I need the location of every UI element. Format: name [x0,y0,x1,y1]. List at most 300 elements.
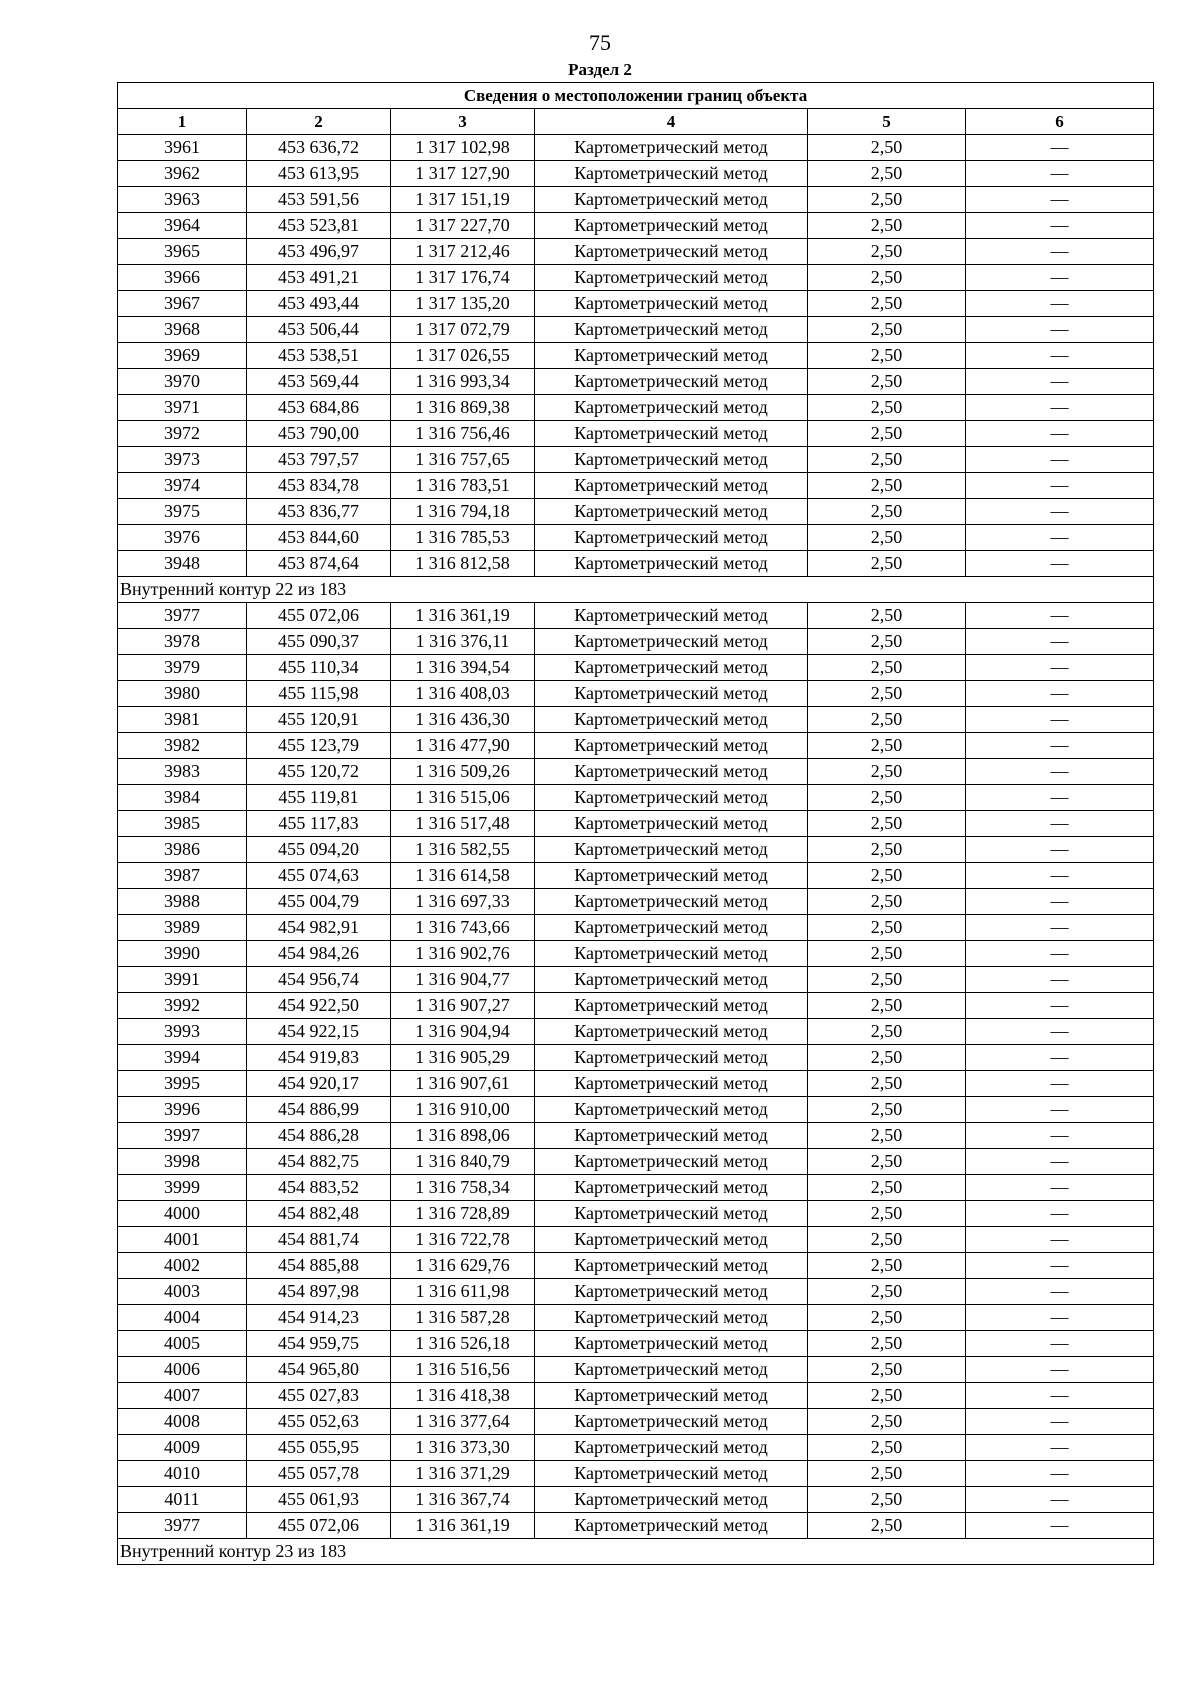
accuracy-cell: 2,50 [808,863,966,889]
point-number-cell: 4007 [118,1383,247,1409]
x-coordinate-cell: 455 090,37 [247,629,391,655]
x-coordinate-cell: 454 919,83 [247,1045,391,1071]
table-row [118,811,1154,837]
accuracy-cell: 2,50 [808,707,966,733]
description-cell: — [966,707,1154,733]
x-coordinate-cell: 455 052,63 [247,1409,391,1435]
x-coordinate-cell: 455 072,06 [247,603,391,629]
description-cell: — [966,1305,1154,1331]
accuracy-cell: 2,50 [808,291,966,317]
y-coordinate-cell: 1 316 783,51 [391,473,535,499]
x-coordinate-cell: 454 882,75 [247,1149,391,1175]
accuracy-cell: 2,50 [808,759,966,785]
description-cell: — [966,1513,1154,1539]
column-header: 2 [247,109,391,135]
description-cell: — [966,1357,1154,1383]
accuracy-cell: 2,50 [808,1383,966,1409]
x-coordinate-cell: 454 886,28 [247,1123,391,1149]
description-cell: — [966,681,1154,707]
contour-note-row [118,1539,1154,1565]
table-row [118,941,1154,967]
y-coordinate-cell: 1 316 869,38 [391,395,535,421]
x-coordinate-cell: 455 120,91 [247,707,391,733]
table-row [118,1097,1154,1123]
y-coordinate-cell: 1 316 812,58 [391,551,535,577]
table-row [118,1513,1154,1539]
table-row [118,707,1154,733]
table-row [118,915,1154,941]
table-row [118,161,1154,187]
x-coordinate-cell: 453 790,00 [247,421,391,447]
accuracy-cell: 2,50 [808,1435,966,1461]
description-cell: — [966,837,1154,863]
accuracy-cell: 2,50 [808,1071,966,1097]
method-cell: Картометрический метод [535,1357,808,1383]
method-cell: Картометрический метод [535,1279,808,1305]
x-coordinate-cell: 453 591,56 [247,187,391,213]
y-coordinate-cell: 1 316 516,56 [391,1357,535,1383]
method-cell: Картометрический метод [535,1071,808,1097]
table-body [118,135,1154,1565]
method-cell: Картометрический метод [535,317,808,343]
y-coordinate-cell: 1 316 587,28 [391,1305,535,1331]
accuracy-cell: 2,50 [808,1357,966,1383]
method-cell: Картометрический метод [535,447,808,473]
method-cell: Картометрический метод [535,239,808,265]
table-row [118,1435,1154,1461]
y-coordinate-cell: 1 316 697,33 [391,889,535,915]
y-coordinate-cell: 1 316 361,19 [391,1513,535,1539]
y-coordinate-cell: 1 316 794,18 [391,499,535,525]
y-coordinate-cell: 1 316 377,64 [391,1409,535,1435]
x-coordinate-cell: 453 491,21 [247,265,391,291]
y-coordinate-cell: 1 316 614,58 [391,863,535,889]
table-caption-row [118,83,1154,109]
y-coordinate-cell: 1 316 907,27 [391,993,535,1019]
description-cell: — [966,811,1154,837]
point-number-cell: 3991 [118,967,247,993]
x-coordinate-cell: 454 984,26 [247,941,391,967]
y-coordinate-cell: 1 316 517,48 [391,811,535,837]
accuracy-cell: 2,50 [808,187,966,213]
point-number-cell: 3948 [118,551,247,577]
point-number-cell: 3963 [118,187,247,213]
description-cell: — [966,1175,1154,1201]
method-cell: Картометрический метод [535,1409,808,1435]
description-cell: — [966,1253,1154,1279]
y-coordinate-cell: 1 316 840,79 [391,1149,535,1175]
x-coordinate-cell: 455 119,81 [247,785,391,811]
table-row [118,1331,1154,1357]
point-number-cell: 3970 [118,369,247,395]
accuracy-cell: 2,50 [808,733,966,759]
table-caption: Сведения о местоположении границ объекта [118,83,1154,109]
description-cell: — [966,733,1154,759]
x-coordinate-cell: 454 914,23 [247,1305,391,1331]
accuracy-cell: 2,50 [808,603,966,629]
accuracy-cell: 2,50 [808,967,966,993]
accuracy-cell: 2,50 [808,811,966,837]
description-cell: — [966,993,1154,1019]
x-coordinate-cell: 455 120,72 [247,759,391,785]
accuracy-cell: 2,50 [808,1279,966,1305]
table-row [118,889,1154,915]
description-cell: — [966,759,1154,785]
x-coordinate-cell: 453 684,86 [247,395,391,421]
accuracy-cell: 2,50 [808,239,966,265]
point-number-cell: 3999 [118,1175,247,1201]
method-cell: Картометрический метод [535,343,808,369]
accuracy-cell: 2,50 [808,1097,966,1123]
x-coordinate-cell: 455 057,78 [247,1461,391,1487]
accuracy-cell: 2,50 [808,1513,966,1539]
column-header: 4 [535,109,808,135]
x-coordinate-cell: 454 922,15 [247,1019,391,1045]
method-cell: Картометрический метод [535,1175,808,1201]
y-coordinate-cell: 1 316 757,65 [391,447,535,473]
accuracy-cell: 2,50 [808,161,966,187]
description-cell: — [966,1383,1154,1409]
description-cell: — [966,785,1154,811]
method-cell: Картометрический метод [535,1383,808,1409]
point-number-cell: 4009 [118,1435,247,1461]
x-coordinate-cell: 453 523,81 [247,213,391,239]
description-cell: — [966,889,1154,915]
point-number-cell: 4000 [118,1201,247,1227]
accuracy-cell: 2,50 [808,889,966,915]
x-coordinate-cell: 453 493,44 [247,291,391,317]
method-cell: Картометрический метод [535,707,808,733]
description-cell: — [966,525,1154,551]
description-cell: — [966,317,1154,343]
method-cell: Картометрический метод [535,967,808,993]
method-cell: Картометрический метод [535,1019,808,1045]
method-cell: Картометрический метод [535,161,808,187]
description-cell: — [966,239,1154,265]
point-number-cell: 3968 [118,317,247,343]
y-coordinate-cell: 1 316 376,11 [391,629,535,655]
y-coordinate-cell: 1 316 418,38 [391,1383,535,1409]
point-number-cell: 3996 [118,1097,247,1123]
description-cell: — [966,1097,1154,1123]
method-cell: Картометрический метод [535,473,808,499]
x-coordinate-cell: 455 094,20 [247,837,391,863]
point-number-cell: 3992 [118,993,247,1019]
table-row [118,863,1154,889]
point-number-cell: 4003 [118,1279,247,1305]
method-cell: Картометрический метод [535,785,808,811]
column-header: 3 [391,109,535,135]
table-row [118,1045,1154,1071]
point-number-cell: 3986 [118,837,247,863]
x-coordinate-cell: 455 027,83 [247,1383,391,1409]
x-coordinate-cell: 453 834,78 [247,473,391,499]
y-coordinate-cell: 1 316 907,61 [391,1071,535,1097]
description-cell: — [966,473,1154,499]
accuracy-cell: 2,50 [808,551,966,577]
point-number-cell: 3997 [118,1123,247,1149]
accuracy-cell: 2,50 [808,915,966,941]
x-coordinate-cell: 455 074,63 [247,863,391,889]
method-cell: Картометрический метод [535,1305,808,1331]
method-cell: Картометрический метод [535,1097,808,1123]
accuracy-cell: 2,50 [808,837,966,863]
method-cell: Картометрический метод [535,1513,808,1539]
description-cell: — [966,265,1154,291]
x-coordinate-cell: 453 538,51 [247,343,391,369]
point-number-cell: 3973 [118,447,247,473]
y-coordinate-cell: 1 316 743,66 [391,915,535,941]
y-coordinate-cell: 1 316 371,29 [391,1461,535,1487]
accuracy-cell: 2,50 [808,1305,966,1331]
accuracy-cell: 2,50 [808,369,966,395]
description-cell: — [966,629,1154,655]
y-coordinate-cell: 1 317 176,74 [391,265,535,291]
accuracy-cell: 2,50 [808,1253,966,1279]
point-number-cell: 3988 [118,889,247,915]
x-coordinate-cell: 454 920,17 [247,1071,391,1097]
description-cell: — [966,863,1154,889]
method-cell: Картометрический метод [535,1123,808,1149]
point-number-cell: 3985 [118,811,247,837]
description-cell: — [966,1071,1154,1097]
y-coordinate-cell: 1 317 135,20 [391,291,535,317]
description-cell: — [966,1227,1154,1253]
x-coordinate-cell: 453 613,95 [247,161,391,187]
table-row [118,187,1154,213]
description-cell: — [966,1487,1154,1513]
description-cell: — [966,941,1154,967]
table-row [118,1175,1154,1201]
description-cell: — [966,551,1154,577]
table-row [118,1487,1154,1513]
point-number-cell: 3987 [118,863,247,889]
accuracy-cell: 2,50 [808,525,966,551]
point-number-cell: 3967 [118,291,247,317]
y-coordinate-cell: 1 316 904,77 [391,967,535,993]
point-number-cell: 3972 [118,421,247,447]
table-row [118,395,1154,421]
description-cell: — [966,421,1154,447]
method-cell: Картометрический метод [535,291,808,317]
table-row [118,135,1154,161]
table-row [118,1253,1154,1279]
y-coordinate-cell: 1 317 102,98 [391,135,535,161]
contour-note: Внутренний контур 22 из 183 [118,577,1154,603]
method-cell: Картометрический метод [535,1227,808,1253]
y-coordinate-cell: 1 316 526,18 [391,1331,535,1357]
accuracy-cell: 2,50 [808,473,966,499]
description-cell: — [966,343,1154,369]
description-cell: — [966,369,1154,395]
table-row [118,967,1154,993]
point-number-cell: 3977 [118,1513,247,1539]
y-coordinate-cell: 1 316 515,06 [391,785,535,811]
x-coordinate-cell: 453 836,77 [247,499,391,525]
y-coordinate-cell: 1 316 509,26 [391,759,535,785]
y-coordinate-cell: 1 316 436,30 [391,707,535,733]
accuracy-cell: 2,50 [808,1019,966,1045]
description-cell: — [966,603,1154,629]
x-coordinate-cell: 455 110,34 [247,655,391,681]
point-number-cell: 4011 [118,1487,247,1513]
column-header: 5 [808,109,966,135]
accuracy-cell: 2,50 [808,135,966,161]
x-coordinate-cell: 455 123,79 [247,733,391,759]
table-row [118,369,1154,395]
point-number-cell: 3989 [118,915,247,941]
table-row [118,1227,1154,1253]
point-number-cell: 3976 [118,525,247,551]
description-cell: — [966,1409,1154,1435]
accuracy-cell: 2,50 [808,265,966,291]
method-cell: Картометрический метод [535,369,808,395]
table-row [118,239,1154,265]
table-row [118,1305,1154,1331]
accuracy-cell: 2,50 [808,1487,966,1513]
y-coordinate-cell: 1 316 629,76 [391,1253,535,1279]
accuracy-cell: 2,50 [808,1201,966,1227]
method-cell: Картометрический метод [535,499,808,525]
method-cell: Картометрический метод [535,421,808,447]
method-cell: Картометрический метод [535,629,808,655]
y-coordinate-cell: 1 316 394,54 [391,655,535,681]
method-cell: Картометрический метод [535,1331,808,1357]
accuracy-cell: 2,50 [808,1331,966,1357]
point-number-cell: 3995 [118,1071,247,1097]
description-cell: — [966,1123,1154,1149]
y-coordinate-cell: 1 316 902,76 [391,941,535,967]
y-coordinate-cell: 1 317 026,55 [391,343,535,369]
method-cell: Картометрический метод [535,759,808,785]
x-coordinate-cell: 454 883,52 [247,1175,391,1201]
description-cell: — [966,213,1154,239]
table-header-row [118,109,1154,135]
y-coordinate-cell: 1 316 408,03 [391,681,535,707]
y-coordinate-cell: 1 316 582,55 [391,837,535,863]
x-coordinate-cell: 454 882,48 [247,1201,391,1227]
table-row [118,291,1154,317]
y-coordinate-cell: 1 316 373,30 [391,1435,535,1461]
accuracy-cell: 2,50 [808,1461,966,1487]
table-row [118,213,1154,239]
description-cell: — [966,291,1154,317]
method-cell: Картометрический метод [535,1435,808,1461]
table-row [118,785,1154,811]
point-number-cell: 3981 [118,707,247,733]
point-number-cell: 3965 [118,239,247,265]
point-number-cell: 3979 [118,655,247,681]
accuracy-cell: 2,50 [808,681,966,707]
x-coordinate-cell: 454 982,91 [247,915,391,941]
y-coordinate-cell: 1 316 758,34 [391,1175,535,1201]
accuracy-cell: 2,50 [808,1175,966,1201]
x-coordinate-cell: 453 496,97 [247,239,391,265]
point-number-cell: 3964 [118,213,247,239]
accuracy-cell: 2,50 [808,1123,966,1149]
point-number-cell: 3977 [118,603,247,629]
point-number-cell: 3978 [118,629,247,655]
table-row [118,317,1154,343]
table-row [118,1149,1154,1175]
point-number-cell: 3994 [118,1045,247,1071]
table-row [118,1357,1154,1383]
accuracy-cell: 2,50 [808,1045,966,1071]
y-coordinate-cell: 1 316 785,53 [391,525,535,551]
point-number-cell: 3974 [118,473,247,499]
y-coordinate-cell: 1 316 756,46 [391,421,535,447]
description-cell: — [966,1461,1154,1487]
point-number-cell: 3962 [118,161,247,187]
method-cell: Картометрический метод [535,1253,808,1279]
y-coordinate-cell: 1 316 910,00 [391,1097,535,1123]
y-coordinate-cell: 1 316 477,90 [391,733,535,759]
accuracy-cell: 2,50 [808,655,966,681]
method-cell: Картометрический метод [535,525,808,551]
accuracy-cell: 2,50 [808,629,966,655]
accuracy-cell: 2,50 [808,1227,966,1253]
accuracy-cell: 2,50 [808,785,966,811]
accuracy-cell: 2,50 [808,499,966,525]
table-row [118,1409,1154,1435]
accuracy-cell: 2,50 [808,213,966,239]
accuracy-cell: 2,50 [808,395,966,421]
x-coordinate-cell: 454 881,74 [247,1227,391,1253]
table-row [118,1019,1154,1045]
method-cell: Картометрический метод [535,187,808,213]
method-cell: Картометрический метод [535,1149,808,1175]
point-number-cell: 3982 [118,733,247,759]
point-number-cell: 3983 [118,759,247,785]
table-row [118,733,1154,759]
table-row [118,1461,1154,1487]
x-coordinate-cell: 455 115,98 [247,681,391,707]
point-number-cell: 4010 [118,1461,247,1487]
table-row [118,343,1154,369]
accuracy-cell: 2,50 [808,343,966,369]
accuracy-cell: 2,50 [808,447,966,473]
point-number-cell: 3961 [118,135,247,161]
description-cell: — [966,1149,1154,1175]
description-cell: — [966,1201,1154,1227]
column-header: 6 [966,109,1154,135]
method-cell: Картометрический метод [535,551,808,577]
contour-note: Внутренний контур 23 из 183 [118,1539,1154,1565]
coordinates-table [117,82,1154,1565]
method-cell: Картометрический метод [535,265,808,291]
y-coordinate-cell: 1 316 722,78 [391,1227,535,1253]
x-coordinate-cell: 454 959,75 [247,1331,391,1357]
description-cell: — [966,915,1154,941]
point-number-cell: 3969 [118,343,247,369]
method-cell: Картометрический метод [535,135,808,161]
accuracy-cell: 2,50 [808,941,966,967]
point-number-cell: 3998 [118,1149,247,1175]
x-coordinate-cell: 455 117,83 [247,811,391,837]
column-header: 1 [118,109,247,135]
method-cell: Картометрический метод [535,603,808,629]
x-coordinate-cell: 454 965,80 [247,1357,391,1383]
point-number-cell: 3984 [118,785,247,811]
description-cell: — [966,655,1154,681]
method-cell: Картометрический метод [535,1487,808,1513]
method-cell: Картометрический метод [535,1045,808,1071]
contour-note-row [118,577,1154,603]
point-number-cell: 3990 [118,941,247,967]
description-cell: — [966,187,1154,213]
point-number-cell: 3975 [118,499,247,525]
description-cell: — [966,967,1154,993]
